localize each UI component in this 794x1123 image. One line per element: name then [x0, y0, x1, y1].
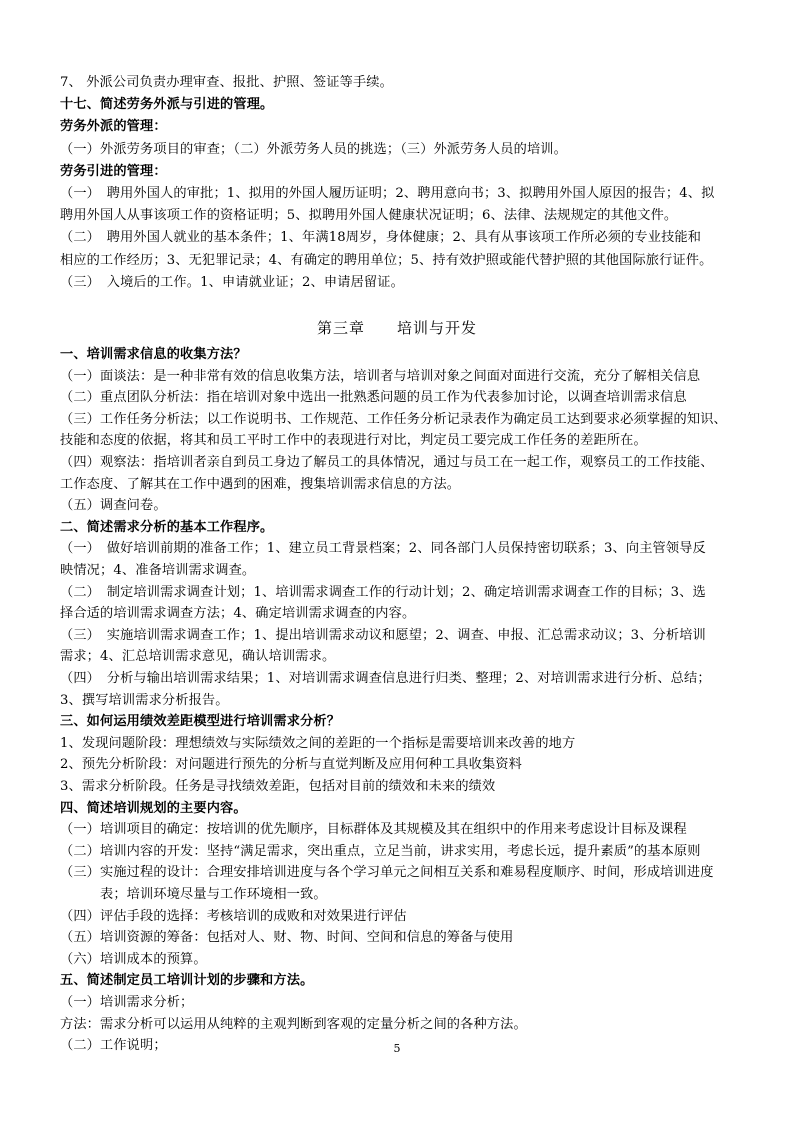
- text-line: 3、撰写培训需求分析报告。: [60, 692, 229, 708]
- text-line: （三）工作任务分析法；以工作说明书、工作规范、工作任务分析记录表作为确定员工达到要求必须掌握的知识、: [60, 411, 727, 427]
- text-line: （一）外派劳务项目的审查；（二）外派劳务人员的挑选；（三）外派劳务人员的培训。: [60, 141, 567, 157]
- text-line: （二）培训内容的开发：坚持“满足需求，突出重点，立足当前，讲求实用，考虑长远，提升素质”的基本原则: [60, 843, 701, 859]
- text-line: （四）评估手段的选择：考核培训的成败和对效果进行评估: [60, 908, 407, 924]
- text-line: 2、预先分析阶段：对问题进行预先的分析与直觉判断及应用何种工具收集资料: [60, 757, 523, 773]
- text-line: （二） 聘用外国人就业的基本条件；1、年满18周岁，身体健康；2、具有从事该项工作所必须的专业技能和: [60, 230, 702, 246]
- text-line: （五）培训资源的筹备：包括对人、财、物、时间、空间和信息的筹备与使用: [60, 930, 514, 946]
- text-line: （六）培训成本的预算。: [60, 951, 207, 967]
- text-line: 择合适的培训需求调查方法；4、确定培训需求调查的内容。: [60, 606, 416, 622]
- text-line: 聘用外国人从事该项工作的资格证明；5、拟聘用外国人健康状况证明；6、法律、法规规定的其他文件。: [60, 208, 678, 224]
- text-line: 方法：需求分析可以运用从纯粹的主观判断到客观的定量分析之间的各种方法。: [60, 1016, 527, 1032]
- text-line: （四）观察法：指培训者亲自到员工身边了解员工的具体情况，通过与员工在一起工作，观察员工的工作技能、: [60, 455, 714, 470]
- section-heading: 四、简述培训规划的主要内容。: [60, 800, 247, 816]
- text-line: （一）培训项目的确定：按培训的优先顺序，目标群体及其规模及其在组织中的作用来考虑设计目标及课程: [60, 822, 687, 838]
- text-line: （一）面谈法：是一种非常有效的信息收集方法，培训者与培训对象之间面对面进行交流，充分了解相关信息: [60, 368, 701, 384]
- text-line: 1、发现问题阶段：理想绩效与实际绩效之间的差距的一个指标是需要培训来改善的地方: [60, 735, 576, 751]
- section-heading: 十七、简述劳务外派与引进的管理。: [60, 97, 274, 113]
- text-line: （三）实施过程的设计：合理安排培训进度与各个学习单元之间相互关系和难易程度顺序、时间，形成培训进度: [60, 865, 714, 881]
- text-line: 需求；4、汇总培训需求意见，确认培训需求。: [60, 649, 336, 665]
- text-line: （二）重点团队分析法：指在培训对象中选出一批熟悉问题的员工作为代表参加讨论，以调查培训需求信息: [60, 390, 687, 406]
- text-line: （三） 入境后的工作。1、申请就业证；2、申请居留证。: [60, 274, 404, 290]
- section-heading: 劳务外派的管理：: [60, 119, 167, 135]
- text-line: 7、 外派公司负责办理审查、报批、护照、签证等手续。: [60, 75, 393, 90]
- section-heading: 劳务引进的管理：: [60, 163, 167, 179]
- text-line: （一） 聘用外国人的审批；1、拟用的外国人履历证明；2、聘用意向书；3、拟聘用外国人原因的报告；4、拟: [60, 186, 715, 201]
- text-line: （二） 制定培训需求调查计划；1、培训需求调查工作的行动计划；2、确定培训需求调查工作的目标；3、选: [60, 584, 706, 600]
- text-line: 映情况；4、准备培训需求调查。: [60, 563, 256, 578]
- chapter-title: 第三章 培训与开发: [316, 319, 477, 337]
- text-line: 技能和态度的依据，将其和员工平时工作中的表现进行对比，判定员工要完成工作任务的差距所在。: [60, 433, 647, 449]
- section-heading: 一、培训需求信息的收集方法？: [60, 347, 247, 362]
- text-line: 工作态度、了解其在工作中遇到的困难，搜集培训需求信息的方法。: [60, 476, 461, 492]
- text-line: （二）工作说明；: [60, 1038, 167, 1054]
- section-heading: 二、简述需求分析的基本工作程序。: [60, 519, 274, 535]
- text-line: （三） 实施培训需求调查工作；1、提出培训需求动议和愿望；2、调查、申报、汇总需求动议；3、分析培训: [60, 627, 706, 643]
- text-line: （五）调查问卷。: [60, 498, 167, 514]
- section-heading: 五、简述制定员工培训计划的步骤和方法。: [60, 973, 314, 989]
- text-line: 相应的工作经历；3、无犯罪记录；4、有确定的聘用单位；5、持有效护照或能代替护照的其他国际旅行证件。: [60, 252, 713, 268]
- page-number: 5: [393, 1042, 401, 1055]
- text-line: 3、需求分析阶段。任务是寻找绩效差距，包括对目前的绩效和未来的绩效: [60, 779, 496, 794]
- text-line: 表；培训环境尽量与工作环境相一致。: [60, 887, 327, 902]
- text-line: （一）培训需求分析；: [60, 995, 194, 1010]
- text-line: （四） 分析与输出培训需求结果；1、对培训需求调查信息进行归类、整理；2、对培训需求进行分析、总结；: [60, 671, 711, 686]
- section-heading: 三、如何运用绩效差距模型进行培训需求分析？: [60, 714, 341, 730]
- text-line: （一） 做好培训前期的准备工作；1、建立员工背景档案；2、同各部门人员保持密切联系；3、向主管领导反: [60, 541, 706, 557]
